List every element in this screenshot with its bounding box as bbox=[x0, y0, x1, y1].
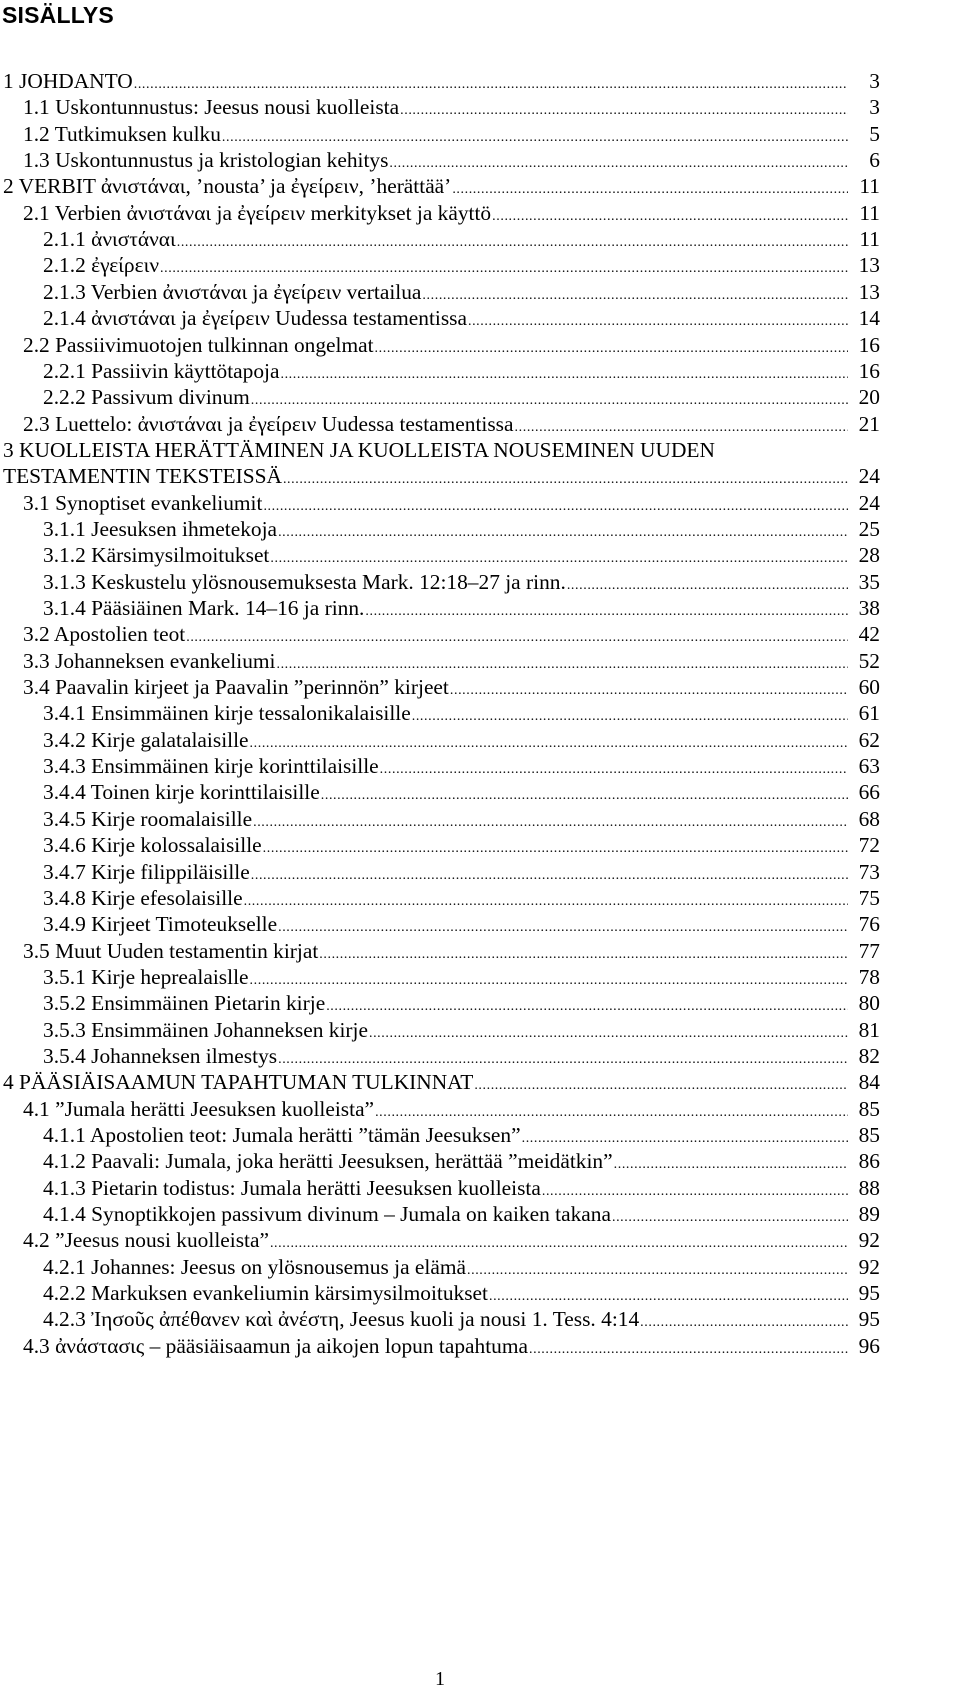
toc-entry-page: 28 bbox=[858, 543, 880, 568]
toc-entry-page: 85 bbox=[858, 1123, 880, 1147]
toc-entry-text: 4.2.3 Ἰησοῦς ἀπέθανεν καὶ ἀνέστη, Jeesus kuoli ja nousi 1. Tess. 4:14 bbox=[43, 1307, 640, 1332]
toc-entry-page: 3 bbox=[869, 69, 880, 93]
toc-entry-text: 2.1.3 Verbien ἀνιστάναι ja ἐγείρειν vertailua bbox=[43, 279, 422, 304]
toc-entry-text: 4.1.1 Apostolien teot: Jumala herätti ”tämän Jeesuksen” bbox=[43, 1123, 521, 1147]
toc-entry-text: 4.1.2 Paavali: Jumala, joka herätti Jeesuksen, herättää ”meidätkin” bbox=[43, 1149, 613, 1174]
toc-entry-text: 4.1.4 Synoptikkojen passivum divinum – Jumala on kaiken takana bbox=[43, 1202, 611, 1227]
toc-entry-page: 16 bbox=[858, 332, 880, 357]
page-number: 1 bbox=[435, 1668, 445, 1690]
toc-entry-text: 3.5.4 Johanneksen ilmestys bbox=[43, 1043, 278, 1068]
toc-entry-text: 3.1.3 Keskustelu ylösnousemuksesta Mark. 12:18–27 ja rinn. bbox=[43, 569, 566, 594]
toc-entry-page: 78 bbox=[858, 964, 880, 989]
dot-leader bbox=[529, 1335, 848, 1365]
toc-entry-text: 2.3 Luettelo: ἀνιστάναι ja ἐγείρειν Uudessa testamentissa bbox=[23, 411, 514, 436]
toc-entry-page: 20 bbox=[858, 385, 880, 410]
toc-entry-text: 4.1.3 Pietarin todistus: Jumala herätti Jeesuksen kuolleista bbox=[43, 1175, 541, 1200]
toc-entry-text: 3 KUOLLEISTA HERÄTTÄMINEN JA KUOLLEISTA NOUSEMINEN UUDEN bbox=[3, 437, 715, 462]
toc-entry-page: 13 bbox=[858, 253, 880, 278]
toc-entry-page: 85 bbox=[858, 1096, 880, 1121]
toc-entry-text: 2.1.2 ἐγείρειν bbox=[43, 253, 160, 278]
toc-entry-page: 11 bbox=[859, 200, 880, 225]
toc-entry-text: 2 VERBIT ἀνιστάναι, ’nousta’ ja ἐγείρειν, ’herättää’ bbox=[3, 174, 452, 199]
toc-entry-text: 1.1 Uskontunnustus: Jeesus nousi kuolleista bbox=[23, 95, 400, 120]
toc-entry-text: 2.2 Passiivimuotojen tulkinnan ongelmat bbox=[23, 332, 374, 357]
toc-entry-text: 3.4 Paavalin kirjeet ja Paavalin ”perinnön” kirjeet bbox=[23, 675, 449, 700]
toc-entry-page: 72 bbox=[858, 833, 880, 858]
toc-entry-page: 21 bbox=[858, 411, 880, 436]
toc-entry-text: 3.5.3 Ensimmäinen Johanneksen kirje bbox=[43, 1017, 368, 1042]
toc-entry-page: 63 bbox=[858, 754, 880, 779]
toc-entry-text: 2.2.1 Passiivin käyttötapoja bbox=[43, 358, 280, 383]
toc-entry-page: 60 bbox=[858, 675, 880, 700]
toc-entry-page: 52 bbox=[858, 648, 880, 673]
toc-entry-page: 92 bbox=[858, 1254, 880, 1279]
toc-entry-text: 3.1.4 Pääsiäinen Mark. 14–16 ja rinn. bbox=[43, 596, 365, 620]
toc-entry-page: 61 bbox=[858, 701, 880, 726]
toc-entry-page: 77 bbox=[858, 938, 880, 963]
toc-entry-page: 96 bbox=[858, 1333, 880, 1358]
toc-entry-page: 62 bbox=[858, 727, 880, 752]
toc-entry-page: 3 bbox=[869, 95, 880, 120]
toc-entry-text: 2.2.2 Passivum divinum bbox=[43, 385, 250, 410]
toc-entry-text: 3.4.9 Kirjeet Timoteukselle bbox=[43, 912, 278, 937]
toc-entry-page: 24 bbox=[858, 490, 880, 515]
toc-entry-page: 76 bbox=[858, 912, 880, 937]
toc-entry-page: 80 bbox=[858, 991, 880, 1016]
toc-entry-text: 3.4.7 Kirje filippiläisille bbox=[43, 859, 250, 884]
toc-entry-text: 1.3 Uskontunnustus ja kristologian kehitys bbox=[23, 148, 389, 173]
toc-entry-text: 3.5.1 Kirje heprealaislle bbox=[43, 964, 249, 989]
toc-entry[interactable] bbox=[23, 1331, 880, 1361]
toc-entry-text: 3.4.2 Kirje galatalaisille bbox=[43, 727, 249, 752]
toc-entry-page: 16 bbox=[858, 358, 880, 383]
toc-entry-page: 11 bbox=[859, 227, 880, 252]
toc-entry-page: 95 bbox=[858, 1307, 880, 1332]
toc-entry-page: 42 bbox=[858, 622, 880, 647]
toc-entry-text: 4.2.2 Markuksen evankeliumin kärsimysilmoitukset bbox=[43, 1281, 488, 1306]
toc-entry-page: 5 bbox=[869, 121, 880, 146]
toc-entry-text: 3.1.2 Kärsimysilmoitukset bbox=[43, 543, 270, 568]
toc-entry-page: 75 bbox=[858, 885, 880, 910]
toc-entry-page: 66 bbox=[858, 780, 880, 805]
toc-entry-text: 3.4.4 Toinen kirje korinttilaisille bbox=[43, 780, 320, 805]
toc-entry-text: 4.2 ”Jeesus nousi kuolleista” bbox=[23, 1228, 269, 1253]
toc-entry-text: 4 PÄÄSIÄISAAMUN TAPAHTUMAN TULKINNAT bbox=[3, 1070, 474, 1095]
toc-entry-page: 84 bbox=[858, 1070, 880, 1095]
toc-entry-text: 4.3 ἀνάστασις – pääsiäisaamun ja aikojen lopun tapahtuma bbox=[23, 1333, 528, 1358]
toc-heading: SISÄLLYS bbox=[2, 2, 114, 28]
toc-entry-text: 4.2.1 Johannes: Jeesus on ylösnousemus ja elämä bbox=[43, 1254, 466, 1279]
toc-entry-page: 92 bbox=[858, 1228, 880, 1253]
toc-entry-text: 3.5 Muut Uuden testamentin kirjat bbox=[23, 938, 319, 963]
toc-entry-text: 2.1.4 ἀνιστάναι ja ἐγείρειν Uudessa testamentissa bbox=[43, 306, 467, 331]
toc-entry-text: 3.4.1 Ensimmäinen kirje tessalonikalaisille bbox=[43, 701, 411, 726]
toc-entry-page: 81 bbox=[858, 1017, 880, 1042]
toc-entry-page: 88 bbox=[858, 1175, 880, 1200]
toc-entry-page: 38 bbox=[858, 596, 880, 620]
toc-entry-page: 89 bbox=[858, 1202, 880, 1227]
toc-entry-page: 14 bbox=[858, 306, 880, 331]
toc-entry-text: TESTAMENTIN TEKSTEISSÄ bbox=[3, 464, 282, 489]
toc-entry-page: 24 bbox=[858, 464, 880, 489]
toc-entry-page: 82 bbox=[858, 1043, 880, 1068]
toc-entry-text: 3.2 Apostolien teot bbox=[23, 622, 186, 647]
toc-entry-text: 3.1.1 Jeesuksen ihmetekoja bbox=[43, 516, 278, 541]
toc-entry-text: 3.1 Synoptiset evankeliumit bbox=[23, 490, 263, 515]
toc-entry-page: 35 bbox=[858, 569, 880, 594]
toc-entry-page: 95 bbox=[858, 1281, 880, 1306]
toc-entry-page: 25 bbox=[858, 516, 880, 541]
toc-entry-text: 1.2 Tutkimuksen kulku bbox=[23, 121, 221, 146]
toc-entry-page: 68 bbox=[858, 806, 880, 831]
toc-entry-text: 2.1.1 ἀνιστάναι bbox=[43, 227, 176, 252]
toc-entry-text: 4.1 ”Jumala herätti Jeesuksen kuolleista” bbox=[23, 1096, 375, 1121]
toc-entry-page: 73 bbox=[858, 859, 880, 884]
toc-entry-text: 1 JOHDANTO bbox=[3, 69, 133, 93]
toc-entry-text: 3.4.8 Kirje efesolaisille bbox=[43, 885, 243, 910]
toc-entry-page: 6 bbox=[869, 148, 880, 173]
toc-entry-text: 3.5.2 Ensimmäinen Pietarin kirje bbox=[43, 991, 326, 1016]
toc-entry-text: 3.4.6 Kirje kolossalaisille bbox=[43, 833, 262, 858]
toc-entry-page: 13 bbox=[858, 279, 880, 304]
toc-entry-text: 2.1 Verbien ἀνιστάναι ja ἐγείρειν merkitykset ja käyttö bbox=[23, 200, 492, 225]
toc-entry-text: 3.4.5 Kirje roomalaisille bbox=[43, 806, 253, 831]
toc-entry-text: 3.4.3 Ensimmäinen kirje korinttilaisille bbox=[43, 754, 379, 779]
toc-entry-page: 11 bbox=[859, 174, 880, 199]
toc-entry-page: 86 bbox=[858, 1149, 880, 1174]
toc-entry-text: 3.3 Johanneksen evankeliumi bbox=[23, 648, 276, 673]
